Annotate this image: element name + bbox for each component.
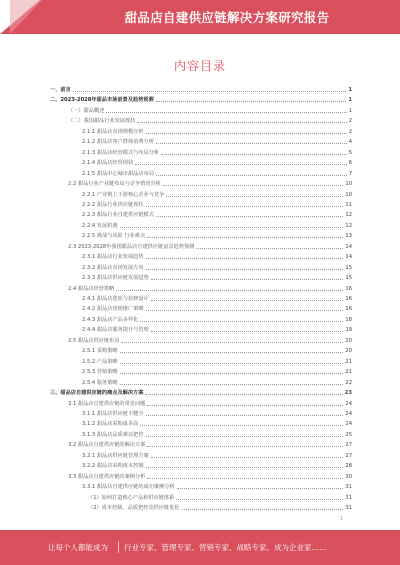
toc-entry[interactable]	[82, 149, 352, 157]
toc-leader-dots	[146, 467, 344, 468]
table-of-contents	[0, 86, 400, 516]
toc-leader-dots	[116, 290, 343, 291]
toc-entry[interactable]	[68, 441, 352, 449]
toc-entry-page: 12	[345, 222, 352, 229]
toc-entry[interactable]	[50, 389, 352, 397]
toc-entry-page: 31	[345, 484, 352, 491]
toc-entry-page: 20	[345, 348, 352, 355]
toc-entry[interactable]	[82, 347, 352, 355]
toc-leader-dots	[146, 258, 344, 259]
toc-leader-dots	[176, 499, 343, 500]
toc-entry-title: 3.2.1 甜品店供应链管理方案	[82, 452, 149, 459]
toc-entry[interactable]	[82, 264, 352, 272]
toc-entry-title: 2.1.5 甜品中心城市甜品店布局	[82, 170, 154, 177]
toc-entry[interactable]	[82, 138, 352, 146]
toc-entry-page: 4	[348, 139, 352, 146]
toc-entry-page: 10	[345, 191, 352, 198]
toc-entry[interactable]	[82, 211, 352, 219]
toc-entry[interactable]	[68, 243, 352, 251]
footer-slogan: 让每个人都能成为	[48, 543, 108, 552]
toc-entry[interactable]	[68, 473, 352, 481]
toc-entry[interactable]	[82, 431, 352, 439]
toc-entry-page: 19	[345, 327, 352, 334]
toc-leader-dots	[121, 342, 343, 343]
toc-entry[interactable]	[68, 117, 352, 125]
toc-leader-dots	[147, 446, 343, 447]
toc-entry-title: 3.1.3 甜品店品质难以把控	[82, 431, 144, 438]
toc-entry[interactable]	[82, 232, 352, 240]
toc-entry-page: 1	[348, 97, 352, 104]
toc-entry-page: 18	[345, 316, 352, 323]
toc-entry[interactable]	[82, 420, 352, 428]
toc-entry-page: 25	[345, 431, 352, 438]
toc-leader-dots	[120, 384, 344, 385]
toc-entry[interactable]	[82, 358, 352, 366]
toc-entry-page: 24	[345, 410, 352, 417]
toc-entry-title: 2.4.1 甜品店选址与装修设计	[82, 296, 149, 302]
toc-entry[interactable]	[82, 379, 352, 387]
toc-entry-title: （二）我国甜品行业发展现状	[68, 118, 136, 125]
toc-leader-dots	[147, 478, 343, 479]
toc-entry[interactable]	[82, 452, 352, 460]
toc-entry-title: 2.2.2 甜品行业供应链现状	[82, 201, 144, 208]
toc-entry-page: 1	[348, 87, 352, 93]
page-number: 1	[340, 516, 344, 522]
toc-leader-dots	[156, 101, 347, 102]
toc-entry-page: 22	[345, 379, 352, 386]
toc-entry-title: 2.3 2023-2028年我国甜品店自建供应链前景趋势预测	[68, 243, 195, 250]
toc-entry[interactable]	[82, 462, 352, 470]
toc-entry-page: 23	[344, 390, 352, 397]
toc-entry-page: 13	[345, 233, 352, 240]
report-title: 甜品店自建供应链解决方案研究报告	[124, 10, 330, 25]
toc-entry-page: 21	[345, 358, 352, 365]
toc-entry[interactable]	[82, 201, 352, 209]
toc-entry-title: （一）甜品概述	[68, 107, 105, 114]
toc-entry-page: 16	[345, 296, 352, 302]
toc-leader-dots	[145, 394, 342, 395]
toc-entry-title: 2.2.4 发展机遇	[82, 222, 118, 229]
toc-entry-page: 20	[345, 337, 352, 344]
toc-heading: 内容目录	[173, 59, 226, 73]
toc-entry[interactable]	[68, 400, 352, 408]
toc-leader-dots	[156, 216, 343, 217]
toc-entry[interactable]	[82, 368, 352, 376]
footer-bar	[0, 530, 400, 565]
toc-entry-title: 2.5.1 采购策略	[82, 348, 118, 355]
toc-entry-page: 21	[345, 369, 352, 376]
toc-entry[interactable]	[50, 86, 352, 94]
toc-entry-page: 31	[345, 494, 352, 501]
toc-leader-dots	[196, 248, 343, 249]
toc-leader-dots	[146, 269, 344, 270]
toc-entry[interactable]	[88, 494, 352, 502]
toc-entry[interactable]	[82, 305, 352, 313]
toc-leader-dots	[140, 425, 343, 426]
toc-leader-dots	[151, 300, 344, 301]
toc-entry-title: 2.1.4 甜品店经营现状	[82, 160, 134, 167]
toc-leader-dots	[161, 154, 347, 155]
toc-entry[interactable]	[82, 253, 352, 261]
toc-leader-dots	[163, 185, 343, 186]
toc-entry-title: 2.4.2 甜品店营销推广策略	[82, 306, 144, 313]
toc-entry[interactable]	[82, 410, 352, 418]
toc-entry-page: 5	[348, 149, 352, 156]
toc-entry-page: 1	[348, 107, 352, 114]
toc-entry-page: 24	[345, 400, 352, 407]
toc-entry-title: 3.2 甜品店自建供应链的解决方案	[68, 442, 146, 449]
toc-leader-dots	[135, 164, 347, 165]
toc-entry-page: 30	[345, 473, 352, 480]
toc-leader-dots	[146, 436, 344, 437]
toc-entry-title: 2.1.2 甜品店客户群体消费分析	[82, 139, 154, 146]
toc-entry-title: （2）成本控制、品质把控及供应链优化	[88, 505, 180, 511]
toc-entry-title: 2.1.3 甜品店经营模式与布局分析	[82, 149, 160, 156]
footer-tagline: 行业专家、管理专家、营销专家、战略专家、成为企业家……	[124, 543, 327, 552]
toc-entry-title: 2.5 甜品店供应链布局	[68, 337, 120, 344]
toc-leader-dots	[182, 509, 344, 510]
toc-entry-page: 27	[345, 442, 352, 449]
toc-entry-page: 2	[348, 118, 352, 125]
toc-leader-dots	[146, 310, 344, 311]
toc-entry-title: 2.3.3 甜品店供应链发展趋势	[82, 275, 149, 282]
toc-entry-page: 6	[348, 160, 352, 167]
toc-entry[interactable]	[68, 337, 352, 345]
toc-entry-title: 二、2023-2028年甜品市场前景及趋势预测	[50, 97, 154, 104]
toc-entry-title: 3.1.1 甜品店供应链不健全	[82, 410, 144, 417]
toc-leader-dots	[137, 122, 346, 123]
toc-entry[interactable]	[82, 191, 352, 199]
toc-entry[interactable]	[82, 295, 352, 303]
footer-divider	[118, 541, 119, 553]
toc-entry-title: 3.1.2 甜品店采购成本高	[82, 421, 139, 428]
toc-entry-title: 2.5.2 产品策略	[82, 358, 118, 365]
toc-entry-page: 12	[345, 212, 352, 219]
toc-entry-title: 2.2 甜品行业产业链布局与竞争情况分析	[68, 181, 161, 188]
toc-entry-title: 2.1.1 甜品店市场规模分析	[82, 128, 144, 135]
toc-entry-page: 16	[345, 306, 352, 313]
toc-entry-title: 2.5.3 营销策略	[82, 369, 118, 376]
toc-entry[interactable]	[82, 326, 352, 334]
toc-entry-page: 28	[345, 463, 352, 470]
toc-entry-page: 7	[348, 170, 352, 177]
toc-entry-title: 3.3.1 甜品店自建供应链的成功案例分析	[82, 484, 175, 491]
toc-entry-page: 31	[345, 505, 352, 511]
toc-entry-page: 2	[348, 128, 352, 135]
toc-entry-title: 2.2.5 挑战与风险 行业难点	[82, 233, 146, 240]
toc-leader-dots	[146, 133, 347, 134]
toc-entry[interactable]	[82, 128, 352, 136]
toc-entry-page: 27	[345, 452, 352, 459]
toc-leader-dots	[106, 112, 346, 113]
toc-entry-title: 3.2.2 甜品店采购成本控制	[82, 463, 144, 470]
toc-entry-title: 2.3.2 甜品店市场发展方向	[82, 264, 144, 271]
toc-entry[interactable]	[68, 285, 352, 293]
toc-leader-dots	[156, 175, 347, 176]
toc-entry-page: 10	[345, 181, 352, 188]
toc-entry-title: 2.4.3 甜品店产品多样化	[82, 316, 139, 323]
toc-leader-dots	[73, 91, 347, 92]
toc-leader-dots	[120, 363, 344, 364]
toc-entry[interactable]	[82, 222, 352, 230]
toc-leader-dots	[120, 352, 344, 353]
toc-leader-dots	[147, 237, 343, 238]
toc-entry-title: 三、甜品店自建供应链的痛点及解决方案	[50, 390, 144, 397]
toc-leader-dots	[151, 279, 344, 280]
toc-entry-title: 2.4.4 甜品店服务提升与管理	[82, 327, 149, 334]
toc-entry[interactable]	[68, 107, 352, 115]
toc-leader-dots	[140, 321, 343, 322]
toc-entry-title: 2.4 甜品店经营策略	[68, 285, 115, 292]
toc-entry-page: 14	[345, 254, 352, 261]
toc-entry-title: 2.3.1 甜品店行业发展趋势	[82, 254, 144, 261]
toc-entry-title: 2.2.1 产业链上下游核心企业与竞争	[82, 191, 165, 198]
toc-entry-title: 3.3 甜品店自建供应链的案例分析	[68, 473, 146, 480]
toc-entry-title: 一、前言	[50, 87, 71, 93]
toc-entry[interactable]	[82, 316, 352, 324]
toc-leader-dots	[147, 405, 343, 406]
toc-leader-dots	[151, 457, 344, 458]
toc-entry[interactable]	[68, 180, 352, 188]
toc-entry[interactable]	[82, 170, 352, 178]
header-corner-stripe	[10, 0, 42, 34]
toc-entry-title: 2.2.3 甜品行业自建供应链模式	[82, 212, 154, 219]
toc-entry[interactable]	[82, 274, 352, 282]
toc-entry[interactable]	[50, 96, 352, 104]
toc-leader-dots	[146, 415, 344, 416]
toc-entry-page: 14	[345, 243, 352, 250]
toc-entry[interactable]	[82, 159, 352, 167]
header-bar	[0, 0, 400, 34]
toc-leader-dots	[146, 206, 344, 207]
toc-entry-title: （1）如何打造核心产品和供应链体系	[88, 494, 175, 501]
toc-entry-page: 16	[345, 285, 352, 292]
toc-entry-page: 24	[345, 421, 352, 428]
toc-entry-title: 3.1 甜品店自建供应链的常见问题	[68, 400, 146, 407]
toc-leader-dots	[120, 227, 344, 228]
toc-leader-dots	[156, 143, 347, 144]
toc-entry[interactable]	[88, 504, 352, 512]
toc-leader-dots	[166, 196, 343, 197]
toc-entry-page: 15	[345, 275, 352, 282]
toc-leader-dots	[177, 488, 344, 489]
toc-entry-page: 15	[345, 264, 352, 271]
toc-entry[interactable]	[82, 483, 352, 491]
toc-leader-dots	[120, 373, 344, 374]
toc-entry-title: 2.5.4 服务策略	[82, 379, 118, 386]
toc-leader-dots	[151, 331, 344, 332]
toc-entry-page: 11	[345, 201, 352, 208]
